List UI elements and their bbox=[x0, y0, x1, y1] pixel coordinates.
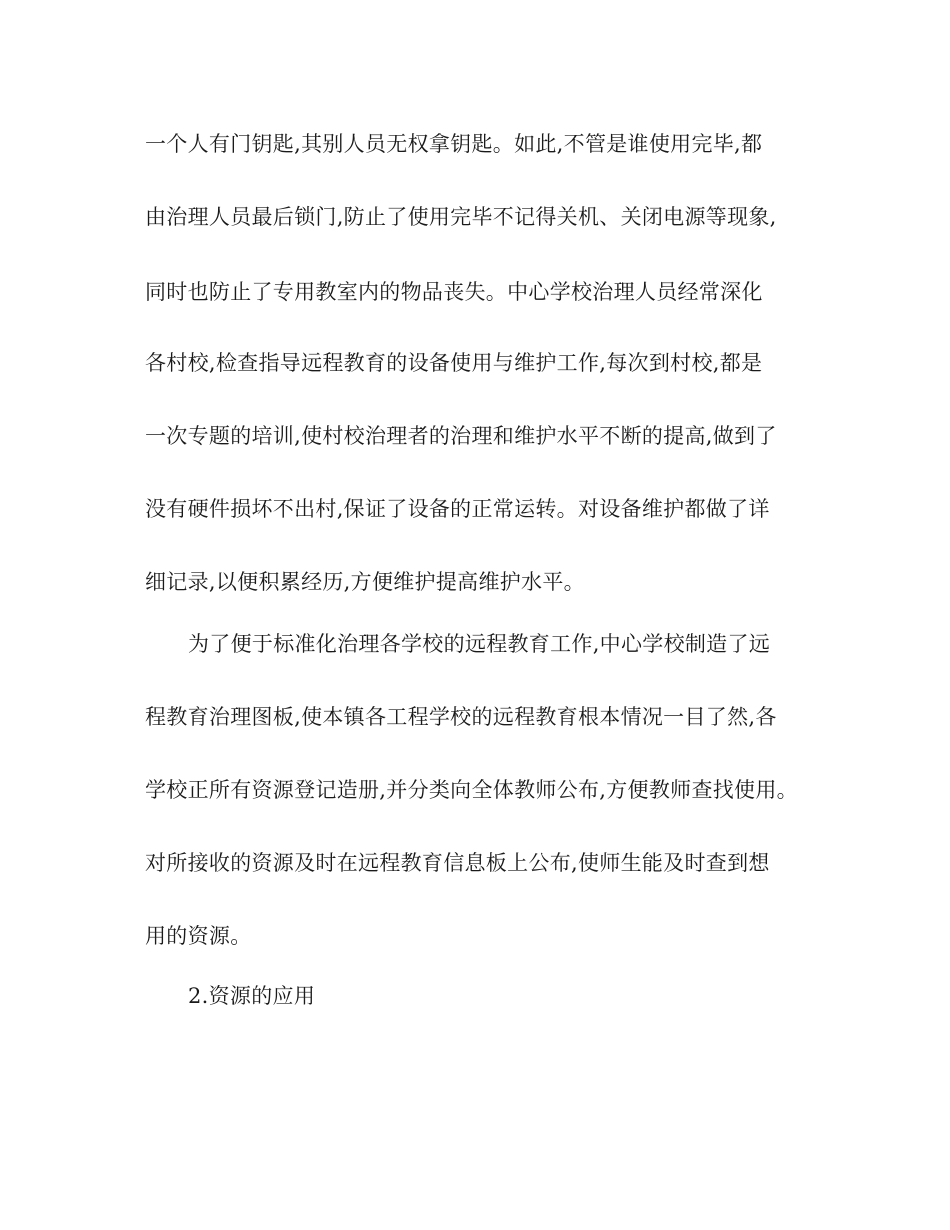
text-line-9: 程教育治理图板,使本镇各工程学校的远程教育根本情况一目了然,各 bbox=[145, 705, 777, 729]
text-line-3: 同时也防止了专用教室内的物品丧失。中心学校治理人员经常深化 bbox=[145, 280, 763, 304]
text-line-11: 对所接收的资源及时在远程教育信息板上公布,使师生能及时查到想 bbox=[145, 851, 770, 875]
section-heading: 2.资源的应用 bbox=[188, 984, 316, 1008]
text-line-4: 各村校,检查指导远程教育的设备使用与维护工作,每次到村校,都是 bbox=[145, 351, 763, 375]
text-line-6: 没有硬件损坏不出村,保证了设备的正常运转。对设备维护都做了详 bbox=[145, 497, 770, 521]
paragraph-start-line: 为了便于标准化治理各学校的远程教育工作,中心学校制造了远 bbox=[188, 632, 771, 656]
text-line-5: 一次专题的培训,使村校治理者的治理和维护水平不断的提高,做到了 bbox=[145, 424, 777, 448]
text-line-1: 一个人有门钥匙,其别人员无权拿钥匙。如此,不管是谁使用完毕,都 bbox=[145, 132, 763, 156]
text-line-2: 由治理人员最后锁门,防止了使用完毕不记得关机、关闭电源等现象, bbox=[145, 205, 777, 229]
text-line-7: 细记录,以便积累经历,方便维护提高维护水平。 bbox=[145, 570, 585, 594]
text-line-12: 用的资源。 bbox=[145, 924, 252, 948]
text-line-10: 学校正所有资源登记造册,并分类向全体教师公布,方便教师查找使用。 bbox=[145, 778, 798, 802]
